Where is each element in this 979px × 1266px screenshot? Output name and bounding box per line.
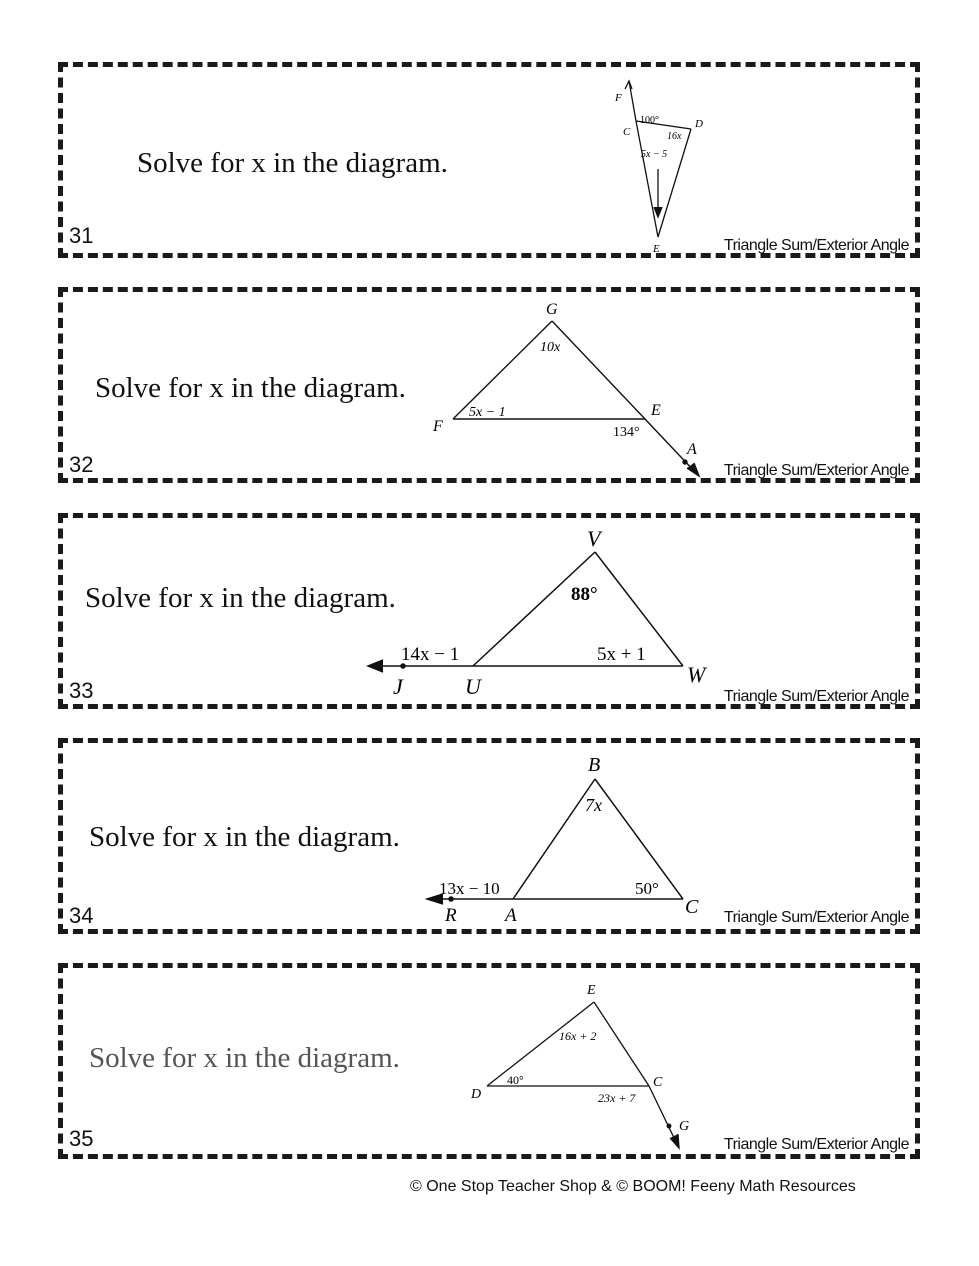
angle-label-c-interior: 5x − 5	[641, 149, 668, 160]
triangle-diagram-33	[353, 524, 733, 704]
triangle-diagram-31	[611, 77, 731, 257]
card-topic-tag: Triangle Sum/Exterior Angle	[723, 909, 909, 926]
angle-label-exterior-u: 14x − 1	[401, 644, 460, 665]
task-card-32	[58, 287, 920, 483]
point-label-c: C	[623, 126, 631, 138]
point-label-j: J	[393, 674, 403, 699]
copyright-footer: © One Stop Teacher Shop & © BOOM! Feeny Math Resources	[410, 1178, 856, 1195]
card-number: 32	[69, 452, 94, 477]
angle-label-c: 50°	[635, 879, 659, 898]
point-label-c: C	[685, 896, 699, 918]
point-label-d: D	[695, 118, 703, 130]
angle-label-d: 40°	[507, 1073, 524, 1087]
card-number: 34	[69, 903, 94, 928]
card-topic-tag: Triangle Sum/Exterior Angle	[723, 237, 909, 254]
card-prompt: Solve for x in the diagram.	[89, 821, 400, 853]
angle-label-e: 16x + 2	[559, 1029, 597, 1043]
task-card-33	[58, 513, 920, 709]
card-number: 35	[69, 1126, 94, 1151]
angle-label-d: 16x	[667, 131, 682, 142]
angle-label-g: 10x	[540, 340, 561, 355]
point-label-g: G	[546, 301, 558, 318]
point-label-e: E	[651, 402, 661, 419]
card-number: 31	[69, 223, 94, 248]
card-topic-tag: Triangle Sum/Exterior Angle	[723, 462, 909, 479]
point-label-a: A	[687, 441, 697, 458]
point-label-d: D	[471, 1087, 482, 1102]
angle-label-b: 7x	[585, 795, 602, 815]
triangle-diagram-34	[413, 749, 743, 939]
card-prompt: Solve for x in the diagram.	[95, 372, 406, 404]
card-topic-tag: Triangle Sum/Exterior Angle	[723, 1136, 909, 1153]
point-label-u: U	[465, 674, 481, 699]
angle-label-exterior-a: 13x − 10	[439, 879, 500, 898]
card-prompt: Solve for x in the diagram.	[85, 582, 396, 614]
point-label-e: E	[653, 243, 660, 255]
task-card-31	[58, 62, 920, 258]
angle-label-exterior-e: 134°	[613, 425, 640, 440]
point-label-g: G	[679, 1119, 690, 1134]
task-card-34	[58, 738, 920, 934]
point-label-c: C	[653, 1075, 663, 1090]
point-label-v: V	[587, 526, 601, 551]
point-label-b: B	[588, 754, 601, 776]
card-prompt: Solve for x in the diagram.	[89, 1042, 400, 1074]
point-label-f: F	[615, 92, 622, 104]
card-prompt: Solve for x in the diagram.	[137, 147, 448, 179]
card-topic-tag: Triangle Sum/Exterior Angle	[723, 688, 909, 705]
angle-label-f: 5x − 1	[469, 405, 506, 420]
angle-label-exterior-c: 100°	[640, 115, 659, 126]
card-number: 33	[69, 678, 94, 703]
angle-label-v: 88°	[571, 584, 598, 605]
point-label-r: R	[445, 905, 457, 926]
triangle-diagram-35	[463, 974, 723, 1164]
task-card-35	[58, 963, 920, 1159]
point-label-f: F	[433, 418, 443, 435]
point-label-w: W	[687, 662, 706, 687]
point-label-e: E	[587, 983, 596, 998]
triangle-diagram-32	[423, 298, 723, 488]
angle-label-exterior-c: 23x + 7	[598, 1091, 636, 1105]
angle-label-w: 5x + 1	[597, 644, 646, 665]
point-label-a: A	[505, 905, 517, 926]
